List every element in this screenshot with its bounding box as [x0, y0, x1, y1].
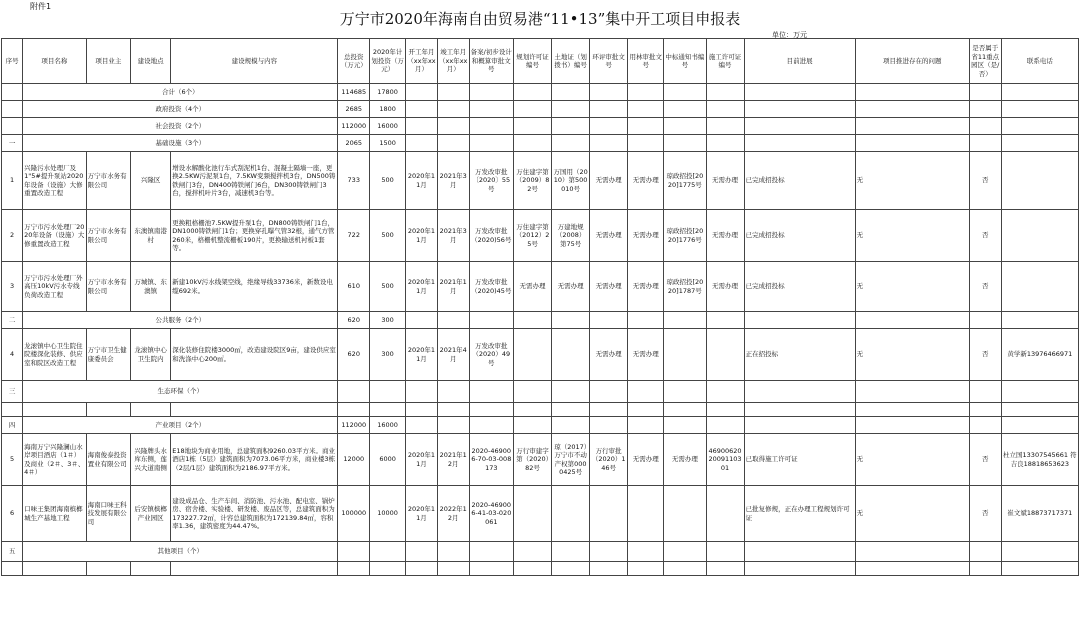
project-owner: 万宁市水务有限公司	[86, 210, 130, 262]
section-name: 基础设施（3个）	[23, 135, 338, 152]
land-certificate	[552, 329, 590, 381]
header-cell: 项目业主	[86, 39, 130, 84]
start-date: 2020年11月	[406, 152, 438, 210]
total-investment: 112000	[338, 417, 370, 434]
project-no: 4	[2, 329, 23, 381]
construction-permit: 无需办理	[706, 210, 744, 262]
summary-name: 合计（6个）	[23, 84, 338, 101]
progress: 已完成招投标	[744, 210, 855, 262]
project-content: 增设水解酸化池行车式刮泥机1台、混凝土隔墙一座，更换2.5KW污泥泵1台，7.5KW变频搅拌机3台，DN500铸铁闸门3台，DN400铸铁闸门6台，DN300铸铁闸门3台，搅拌机叶片3台，减速机3台等。	[171, 152, 338, 210]
header-cell: 竣工年月（xx年xx月）	[437, 39, 469, 84]
key-park-flag: 否	[969, 262, 1001, 312]
header-cell: 建设地点	[131, 39, 171, 84]
forest-approval: 无需办理	[628, 210, 664, 262]
project-content: 更换粗格栅池7.5KW提升泵1台，DN800铸铁闸门1台，DN1000铸铁闸门1台；更换穿孔曝气管32根，通气方管260米，格栅机整流栅板190片，更换输送机衬板1套等。	[171, 210, 338, 262]
section-name: 产业项目（2个）	[23, 417, 338, 434]
total-investment: 733	[338, 152, 370, 210]
issues: 无	[855, 434, 969, 486]
project-site: 兴隆牌头水库东侧，莲兴大道南侧	[131, 434, 171, 486]
env-approval: 无需办理	[590, 262, 628, 312]
env-approval: 万行审批（2020）146号	[590, 434, 628, 486]
land-certificate: 无需办理	[552, 262, 590, 312]
summary-name: 政府投资（4个）	[23, 101, 338, 118]
end-date: 2021年3月	[437, 152, 469, 210]
approval-number: 万发改审批（2020）49号	[469, 329, 513, 381]
planning-permit: 万住建字第（2012）25号	[513, 210, 551, 262]
project-name: 兴隆污水处理厂及1"5#提升泵站2020年设备（设施）大修重置改造工程	[23, 152, 86, 210]
project-owner: 海南俊泰投资置业有限公司	[86, 434, 130, 486]
total-investment: 620	[338, 312, 370, 329]
header-cell: 项目推进存在的问题	[855, 39, 969, 84]
plan-investment: 6000	[370, 434, 406, 486]
project-content: 新建10kV污水线架空线，绝缘导线33736米，新数设电缆692米。	[171, 262, 338, 312]
end-date: 2021年3月	[437, 210, 469, 262]
blank-row	[2, 562, 1079, 576]
project-name: 万宁市污水处理厂2020年设备（设施）大修重置改造工程	[23, 210, 86, 262]
land-certificate	[552, 486, 590, 542]
planning-permit: 万住建字第（2009）82号	[513, 152, 551, 210]
issues: 无	[855, 486, 969, 542]
total-investment	[338, 542, 370, 562]
header-cell: 是否属于省11重点园区（是/否）	[969, 39, 1001, 84]
header-cell: 联系电话	[1001, 39, 1078, 84]
project-content: 深化装修住院楼3000㎡，改造建设院区9亩，建设供应室和洗涤中心200㎡。	[171, 329, 338, 381]
header-cell: 开工年月（xx年xx月）	[406, 39, 438, 84]
table-row	[2, 434, 1079, 486]
contact-phone: 杜立国13307545661 符吉良18818653623	[1001, 434, 1078, 486]
unit-label: 单位：万元	[772, 31, 807, 39]
section-number: 五	[2, 542, 23, 562]
issues: 无	[855, 329, 969, 381]
construction-permit	[706, 329, 744, 381]
plan-investment: 10000	[370, 486, 406, 542]
section-number: 三	[2, 381, 23, 403]
land-certificate: 万国用（2010）第500010号	[552, 152, 590, 210]
progress: 已完成招投标	[744, 262, 855, 312]
start-date: 2020年11月	[406, 210, 438, 262]
start-date: 2020年11月	[406, 262, 438, 312]
forest-approval	[628, 486, 664, 542]
project-content: 建设成品仓、生产车间、消防池、污水池、配电室、锅炉房、宿舍楼、实验楼、研发楼、废品区等，总建筑面积为173227.72㎡，计容总建筑面积为172139.84㎡，容积率1.36，建筑密度为44.47%。	[171, 486, 338, 542]
plan-investment: 500	[370, 152, 406, 210]
project-content: E18地块为商业用地，总建筑面积9260.03平方米。商业酒店1栋（5层）建筑面积为7073.06平方米，商业楼3栋（2层/1层）建筑面积为2186.97平方米。	[171, 434, 338, 486]
total-investment: 722	[338, 210, 370, 262]
contact-phone: 崔文斌18873717371	[1001, 486, 1078, 542]
progress: 已完成招投标	[744, 152, 855, 210]
project-owner: 万宁市水务有限公司	[86, 152, 130, 210]
section-row-industry	[2, 417, 1079, 434]
table-row	[2, 329, 1079, 381]
contact-phone	[1001, 262, 1078, 312]
project-no: 6	[2, 486, 23, 542]
header-row	[2, 39, 1079, 84]
page-title: 万宁市2020年海南自由贸易港“11•13”集中开工项目申报表	[339, 10, 741, 28]
project-name: 龙滚镇中心卫生院住院楼深化装修、供应室和院区改造工程	[23, 329, 86, 381]
plan-investment: 500	[370, 210, 406, 262]
end-date: 2021年12月	[437, 434, 469, 486]
project-site: 后安镇槟榔产业园区	[131, 486, 171, 542]
total-investment: 100000	[338, 486, 370, 542]
summary-row-total	[2, 84, 1079, 101]
planning-permit	[513, 486, 551, 542]
env-approval	[590, 486, 628, 542]
section-number: 二	[2, 312, 23, 329]
env-approval: 无需办理	[590, 210, 628, 262]
key-park-flag: 否	[969, 152, 1001, 210]
section-name: 生态环保（个）	[23, 381, 338, 403]
header-cell: 施工许可证编号	[706, 39, 744, 84]
bid-notice	[664, 486, 706, 542]
bid-notice: 无需办理	[664, 434, 706, 486]
header-cell: 规划许可证编号	[513, 39, 551, 84]
approval-number: 万发改审批（2020)45号	[469, 262, 513, 312]
project-table	[1, 38, 1079, 576]
approval-number: 万发改审批〔2020〕55号	[469, 152, 513, 210]
forest-approval: 无需办理	[628, 152, 664, 210]
key-park-flag: 否	[969, 210, 1001, 262]
attachment-label: 附件1	[30, 2, 52, 11]
forest-approval: 无需办理	[628, 434, 664, 486]
planning-permit: 无需办理	[513, 262, 551, 312]
forest-approval: 无需办理	[628, 262, 664, 312]
contact-phone: 黄学新13976466971	[1001, 329, 1078, 381]
key-park-flag: 否	[969, 486, 1001, 542]
project-site: 兴隆区	[131, 152, 171, 210]
project-no: 3	[2, 262, 23, 312]
forest-approval: 无需办理	[628, 329, 664, 381]
project-owner: 万宁市水务有限公司	[86, 262, 130, 312]
bid-notice: 琼政招投[2020]1787号	[664, 262, 706, 312]
total-investment: 12000	[338, 434, 370, 486]
total-investment: 620	[338, 329, 370, 381]
summary-name: 社会投资（2个）	[23, 118, 338, 135]
planning-permit	[513, 329, 551, 381]
table-row	[2, 152, 1079, 210]
key-park-flag: 否	[969, 434, 1001, 486]
header-cell: 备案/初步设计和概算审批文号	[469, 39, 513, 84]
summary-row-government	[2, 101, 1079, 118]
approval-number: 2020-469006-70-03-008173	[469, 434, 513, 486]
start-date: 2020年11月	[406, 434, 438, 486]
issues: 无	[855, 262, 969, 312]
plan-investment: 17800	[370, 84, 406, 101]
plan-investment: 300	[370, 312, 406, 329]
header-cell: 总投资（万元）	[338, 39, 370, 84]
construction-permit: 无需办理	[706, 152, 744, 210]
header-cell: 建设规模与内容	[171, 39, 338, 84]
progress: 已取得施工许可证	[744, 434, 855, 486]
env-approval: 无需办理	[590, 329, 628, 381]
header-cell: 用林审批文号	[628, 39, 664, 84]
bid-notice: 琼政招投[2020]1775号	[664, 152, 706, 210]
plan-investment: 300	[370, 329, 406, 381]
approval-number: 万发改审批（2020)56号	[469, 210, 513, 262]
header-cell: 环评审批文号	[590, 39, 628, 84]
total-investment: 2065	[338, 135, 370, 152]
section-row-ecology	[2, 381, 1079, 403]
plan-investment: 1500	[370, 135, 406, 152]
end-date: 2022年12月	[437, 486, 469, 542]
header-cell: 中标通知书编号	[664, 39, 706, 84]
table-row	[2, 210, 1079, 262]
project-site: 万城镇、东澳镇	[131, 262, 171, 312]
plan-investment	[370, 542, 406, 562]
total-investment	[338, 381, 370, 403]
total-investment: 610	[338, 262, 370, 312]
header-cell: 2020年计划投资（万元）	[370, 39, 406, 84]
bid-notice	[664, 329, 706, 381]
land-certificate: 琼（2017）万宁市不动产权第0000425号	[552, 434, 590, 486]
total-investment: 112000	[338, 118, 370, 135]
approval-number: 2020-469006-41-03-020061	[469, 486, 513, 542]
project-site: 龙滚镇中心卫生院内	[131, 329, 171, 381]
contact-phone	[1001, 152, 1078, 210]
bid-notice: 琼政招投[2020]1776号	[664, 210, 706, 262]
blank-row	[2, 403, 1079, 417]
section-name: 其他项目（个）	[23, 542, 338, 562]
construction-permit	[706, 486, 744, 542]
section-row-public-service	[2, 312, 1079, 329]
header-cell: 目前进展	[744, 39, 855, 84]
contact-phone	[1001, 210, 1078, 262]
project-owner: 海南口味王科技发展有限公司	[86, 486, 130, 542]
header-cell: 土地证（划拨书）编号	[552, 39, 590, 84]
project-name: 口味王集团海南槟榔城生产基地工程	[23, 486, 86, 542]
planning-permit: 万行审建字第（2020）82号	[513, 434, 551, 486]
construction-permit: 无需办理	[706, 262, 744, 312]
table-row	[2, 262, 1079, 312]
section-row-infrastructure	[2, 135, 1079, 152]
key-park-flag: 否	[969, 329, 1001, 381]
project-site: 东澳镇南港村	[131, 210, 171, 262]
start-date: 2020年11月	[406, 486, 438, 542]
project-no: 5	[2, 434, 23, 486]
end-date: 2021年4月	[437, 329, 469, 381]
start-date: 2020年11月	[406, 329, 438, 381]
total-investment: 114685	[338, 84, 370, 101]
project-name: 海南万宁兴隆澜山水岸项目酒店（1＃）及商业（2＃、3＃、4＃）	[23, 434, 86, 486]
end-date: 2021年1月	[437, 262, 469, 312]
header-cell: 序号	[2, 39, 23, 84]
section-number: 四	[2, 417, 23, 434]
section-name: 公共服务（2个）	[23, 312, 338, 329]
env-approval: 无需办理	[590, 152, 628, 210]
header-cell: 项目名称	[23, 39, 86, 84]
project-owner: 万宁市卫生健康委员会	[86, 329, 130, 381]
section-row-other	[2, 542, 1079, 562]
project-no: 1	[2, 152, 23, 210]
progress: 正在招投标	[744, 329, 855, 381]
construction-permit: 469006202009110301	[706, 434, 744, 486]
plan-investment: 500	[370, 262, 406, 312]
project-no: 2	[2, 210, 23, 262]
summary-row-social	[2, 118, 1079, 135]
plan-investment: 16000	[370, 118, 406, 135]
land-certificate: 万建地规（2008）第75号	[552, 210, 590, 262]
section-number: 一	[2, 135, 23, 152]
issues: 无	[855, 210, 969, 262]
total-investment: 2685	[338, 101, 370, 118]
plan-investment	[370, 381, 406, 403]
plan-investment: 16000	[370, 417, 406, 434]
table-row	[2, 486, 1079, 542]
project-name: 万宁市污水处理厂外高压10kV污水专线负荷改造工程	[23, 262, 86, 312]
issues: 无	[855, 152, 969, 210]
plan-investment: 1800	[370, 101, 406, 118]
progress: 已批复修规，正在办理工程规划许可证	[744, 486, 855, 542]
